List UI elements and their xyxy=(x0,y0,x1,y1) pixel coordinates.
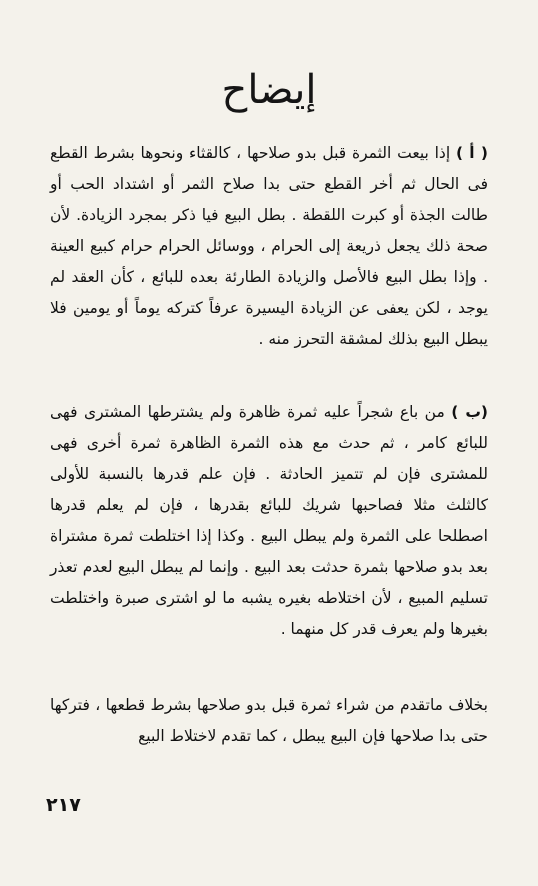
paragraph-text-a: إذا بيعت الثمرة قبل بدو صلاحها ، كالقثاء ونحوها بشرط القطع فى الحال ثم أخر القطع حتى بدا صلاح الثمر أو اشتداد الحب أو طالت الجذة أو كبرت اللقطة . بطل البيع فيا ذكر بمجرد الزيادة. لأن صحة ذلك يجعل ذريعة إلى الحرام ، ووسائل الحرام حرام كبيع العينة . وإذا بطل البيع فالأصل والزيادة الطارئة بعده للبائع ، كأن العقد لم يوجد ، لكن يعفى عن الزيادة اليسيرة عرفاً كتركه يوماً أو يومين فلا يبطل البيع بذلك لمشقة التحرز منه . xyxy=(50,144,488,348)
paragraph-b xyxy=(50,397,488,645)
page-title: إيضاح xyxy=(221,67,317,113)
page-number: ٢١٧ xyxy=(46,794,81,816)
paragraph-marker-a: ( أ ) xyxy=(455,144,488,162)
paragraph-marker-b: (ب ) xyxy=(451,403,488,421)
paragraph-text-continuation: بخلاف ماتقدم من شراء ثمرة قبل بدو صلاحها بشرط قطعها ، فتركها حتى بدا صلاحها فإن البيع يبطل ، كما تقدم لاختلاط البيع xyxy=(50,696,488,745)
paragraph-continuation xyxy=(50,690,488,752)
paragraph-text-b: من باع شجراً عليه ثمرة ظاهرة ولم يشترطها المشترى فهى للبائع كامر ، ثم حدث مع هذه الثمرة الظاهرة ثمرة أخرى فهى للمشترى فإن لم تتميز الحادثة . فإن علم قدرها بالنسبة للأولى كالثلث مثلا فصاحبها شريك للبائع بقدرها ، فإن لم يعلم قدرها اصطلحا على الثمرة ولم يبطل البيع . وكذا إذا اختلطت ثمرة مشتراة بعد بدو صلاحها بثمرة حدثت بعد البيع . وإنما لم يبطل البيع لعدم تعذر تسليم المبيع ، لأن اختلاطه بغيره يشبه ما لو اشترى صبرة واختلطت بغيرها ولم يعرف قدر كل منهما . xyxy=(50,403,488,638)
paragraph-a xyxy=(50,138,488,355)
